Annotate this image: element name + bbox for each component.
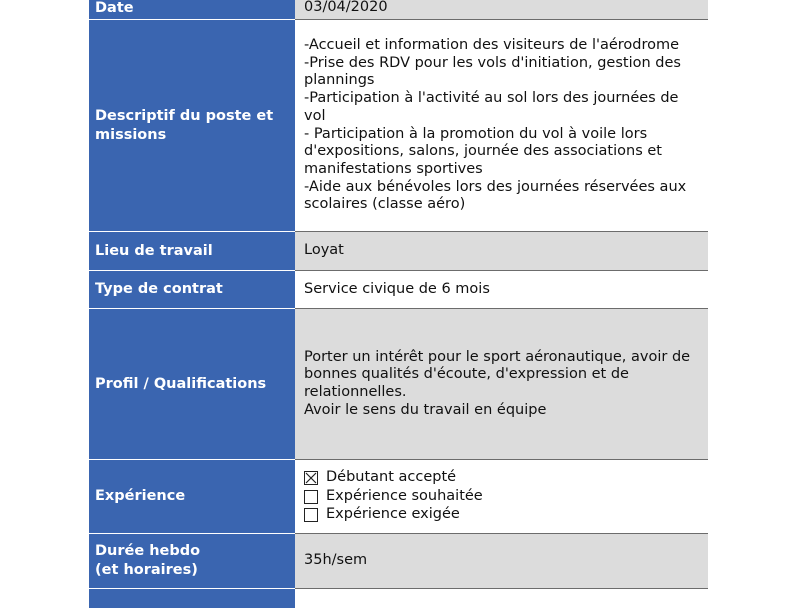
missions-value (295, 20, 708, 232)
option-label: Expérience souhaitée (326, 487, 483, 504)
row-next (89, 589, 708, 609)
experience-value (295, 460, 708, 534)
lieu-value (295, 232, 708, 271)
experience-label: Expérience (89, 460, 295, 534)
row-experience (89, 460, 708, 534)
duree-label (89, 534, 295, 589)
lieu-label: Lieu de travail (89, 232, 295, 271)
profil-label: Profil / Qualifications (89, 309, 295, 460)
option-label: Expérience exigée (326, 506, 460, 523)
option-souhaitee[interactable] (304, 488, 483, 506)
option-exigee[interactable] (304, 506, 483, 524)
row-date (89, 0, 708, 20)
profil-text: Porter un intérêt pour le sport aéronautique, avoir de bonnes qualités d'écoute, d'expression et de relationnelles. Avoir le sens du travail en équipe (304, 348, 691, 418)
duree-text: 35h/sem (304, 552, 368, 569)
checkbox-icon[interactable] (304, 490, 318, 504)
checkbox-checked-icon[interactable] (304, 471, 318, 485)
missions-label: Descriptif du poste et missions (89, 20, 295, 232)
duree-label-text: Durée hebdo (et horaires) (95, 543, 201, 578)
profil-value (295, 309, 708, 460)
row-profil (89, 309, 708, 460)
row-duree (89, 534, 708, 589)
next-label (89, 589, 295, 609)
checkbox-icon[interactable] (304, 508, 318, 522)
row-lieu (89, 232, 708, 271)
lieu-text: Loyat (304, 242, 344, 259)
date-value (295, 0, 708, 20)
contrat-text: Service civique de 6 mois (304, 280, 490, 297)
experience-options (304, 469, 483, 524)
row-missions (89, 20, 708, 232)
contrat-value (295, 271, 708, 309)
row-contrat (89, 271, 708, 309)
contrat-label: Type de contrat (89, 271, 295, 309)
option-debutant[interactable] (304, 469, 483, 487)
option-label: Débutant accepté (326, 469, 457, 486)
date-text: 03/04/2020 (304, 0, 388, 16)
missions-text: -Accueil et information des visiteurs de l'aérodrome -Prise des RDV pour les vols d'initiation, gestion des plannings -Participation à l'activité au sol lors des journées de vol - Participation à la promotion du vol à voile lors d'expositions, salons, journée des associations et manifestations sportives -Aide aux bénévoles lors des journées réservées aux scolaires (classe aéro) (304, 36, 687, 213)
duree-value (295, 534, 708, 589)
date-label: Date (89, 0, 295, 20)
next-value (295, 589, 708, 609)
